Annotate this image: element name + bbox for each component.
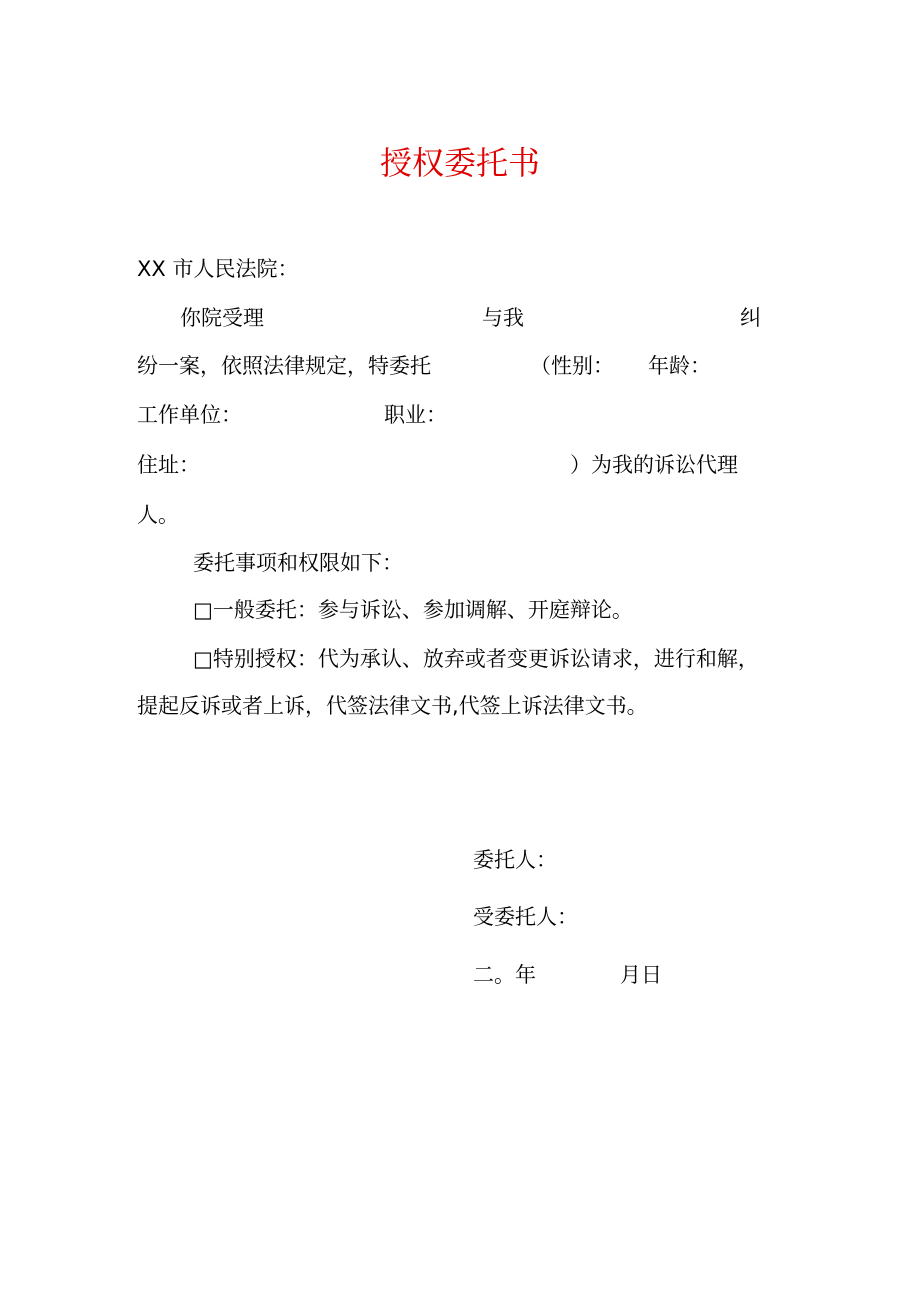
date-month-day-label: 月日: [620, 963, 662, 987]
body-line1-b: 与我: [482, 306, 524, 330]
body-line3-a: 工作单位：: [137, 403, 242, 427]
general-authority-item: □一般委托：参与诉讼、参加调解、开庭辩论。: [193, 598, 633, 622]
document-title: 授权委托书: [379, 144, 540, 182]
body-line1-a: 你院受理: [180, 306, 264, 330]
agent-signature-label: 受委托人：: [473, 905, 578, 929]
special-authority-continuation: 提起反诉或者上诉，代签法律文书,代签上诉法律文书。: [137, 694, 648, 718]
body-line4-b: ）为我的诉讼代理: [570, 453, 738, 477]
scope-intro: 委托事项和权限如下：: [193, 551, 403, 575]
body-line4-a: 住址：: [137, 453, 200, 477]
special-authority-item: □特别授权：代为承认、放弃或者变更诉讼请求，进行和解，: [193, 647, 759, 671]
body-line5: 人。: [137, 503, 179, 527]
body-line2-b: （性别：: [530, 354, 614, 378]
body-line3-b: 职业：: [384, 403, 447, 427]
body-line1-c: 纠: [740, 306, 761, 330]
body-line2-c: 年龄：: [648, 354, 711, 378]
body-line2-a: 纷一案，依照法律规定，特委托: [137, 354, 431, 378]
addressee: XX 市人民法院：: [137, 257, 299, 281]
principal-signature-label: 委托人：: [473, 848, 557, 872]
date-year-label: 二。年: [473, 963, 536, 987]
